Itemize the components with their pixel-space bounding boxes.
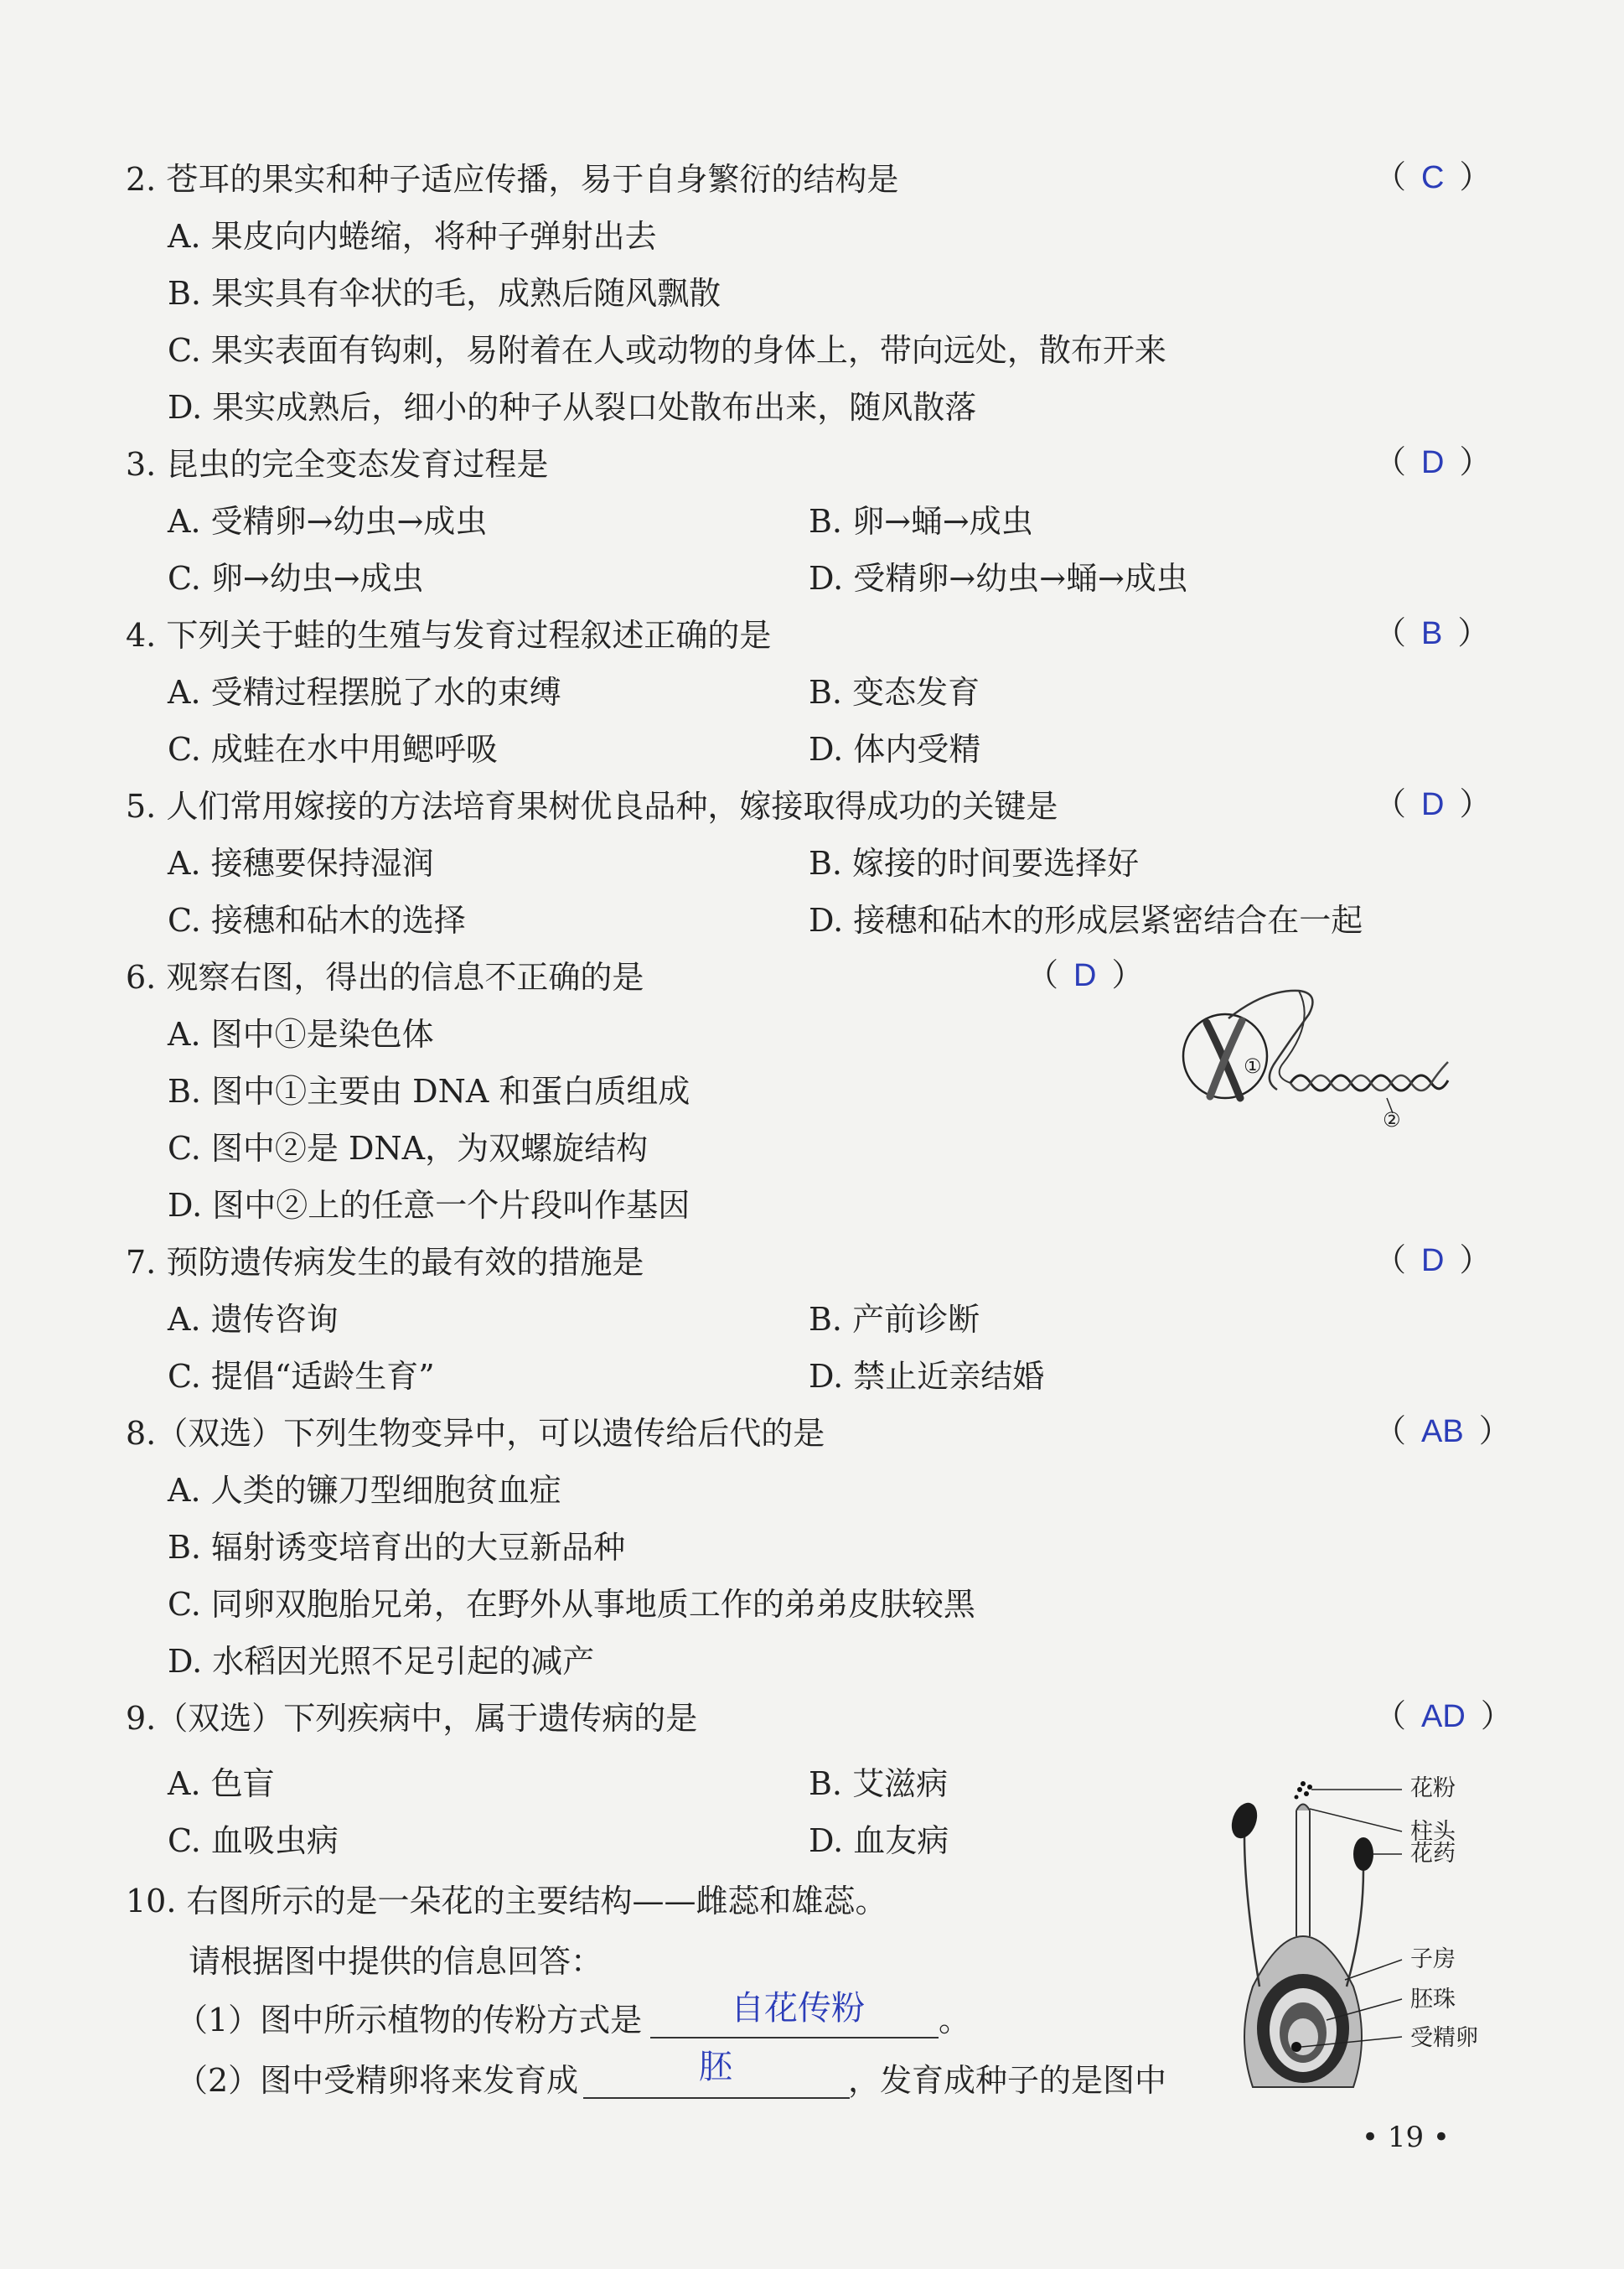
q7-stem: 7. 预防遗传病发生的最有效的措施是 — [126, 1244, 644, 1281]
q5-option-a: A. 接穗要保持湿润 — [168, 845, 434, 882]
page-number: • 19 • — [1362, 2121, 1450, 2154]
figure-label-2: ② — [1383, 1108, 1401, 1132]
q5-option-c: C. 接穗和砧木的选择 — [168, 902, 466, 939]
q9-option-c: C. 血吸虫病 — [168, 1822, 339, 1859]
q9-answer: （ AD ） — [1374, 1699, 1513, 1734]
q3-answer: （ D ） — [1374, 445, 1492, 480]
flower-structure-figure — [1219, 1760, 1496, 2095]
q7-option-a: A. 遗传咨询 — [168, 1301, 339, 1338]
q3-option-b: B. 卵→蛹→成虫 — [809, 503, 1033, 540]
q2-option-a: A. 果皮向内蜷缩，将种子弹射出去 — [168, 218, 657, 255]
flower-label-anther: 花药 — [1410, 1841, 1456, 1867]
q10-sub1-end: 。 — [939, 2002, 971, 2038]
q10-stem: 10. 右图所示的是一朵花的主要结构——雌蕊和雄蕊。 — [126, 1883, 887, 1919]
q8-option-a: A. 人类的镰刀型细胞贫血症 — [168, 1472, 561, 1509]
flower-label-stigma: 柱头 — [1410, 1819, 1456, 1845]
q7-option-d: D. 禁止近亲结婚 — [809, 1358, 1045, 1395]
q3-option-a: A. 受精卵→幼虫→成虫 — [168, 503, 488, 540]
q4-option-d: D. 体内受精 — [809, 731, 981, 768]
q8-option-b: B. 辐射诱变培育出的大豆新品种 — [168, 1529, 626, 1566]
chromosome-dna-figure — [1173, 972, 1492, 1132]
q10-sub2-text: （2）图中受精卵将来发育成 — [176, 2062, 579, 2099]
q2-option-b: B. 果实具有伞状的毛，成熟后随风飘散 — [168, 275, 721, 312]
q6-option-b: B. 图中①主要由 DNA 和蛋白质组成 — [168, 1073, 690, 1110]
q10-sub2-end: ，发育成种子的是图中 — [848, 2062, 1167, 2099]
q7-option-c: C. 提倡“适龄生育” — [168, 1358, 435, 1395]
q10-sub2-answer: 胚 — [699, 2048, 732, 2086]
q7-option-b: B. 产前诊断 — [809, 1301, 980, 1338]
q5-stem: 5. 人们常用嫁接的方法培育果树优良品种，嫁接取得成功的关键是 — [126, 788, 1058, 825]
q10-sub1-blank — [650, 2037, 939, 2038]
q9-stem: 9.（双选）下列疾病中，属于遗传病的是 — [126, 1700, 698, 1737]
q7-answer: （ D ） — [1374, 1243, 1492, 1278]
q6-option-c: C. 图中②是 DNA，为双螺旋结构 — [168, 1130, 649, 1167]
q2-answer: （ C ） — [1374, 160, 1492, 195]
q6-stem: 6. 观察右图，得出的信息不正确的是 — [126, 959, 644, 996]
q9-option-d: D. 血友病 — [809, 1822, 949, 1859]
q10-sub1-answer: 自花传粉 — [731, 1989, 865, 2028]
q10-sub1-text: （1）图中所示植物的传粉方式是 — [176, 2002, 643, 2038]
q4-stem: 4. 下列关于蛙的生殖与发育过程叙述正确的是 — [126, 617, 772, 654]
q2-option-c: C. 果实表面有钩刺，易附着在人或动物的身体上，带向远处，散布开来 — [168, 332, 1166, 369]
flower-label-pollen: 花粉 — [1410, 1775, 1456, 1801]
q3-option-c: C. 卵→幼虫→成虫 — [168, 560, 424, 597]
q10-intro: 请根据图中提供的信息回答： — [189, 1943, 603, 1980]
q8-option-c: C. 同卵双胞胎兄弟，在野外从事地质工作的弟弟皮肤较黑 — [168, 1586, 975, 1623]
q9-option-a: A. 色盲 — [168, 1765, 275, 1802]
q6-option-d: D. 图中②上的任意一个片段叫作基因 — [168, 1187, 690, 1224]
flower-label-ovary: 子房 — [1410, 1946, 1456, 1972]
q4-option-a: A. 受精过程摆脱了水的束缚 — [168, 674, 561, 711]
q2-option-d: D. 果实成熟后，细小的种子从裂口处散布出来，随风散落 — [168, 389, 977, 426]
q6-option-a: A. 图中①是染色体 — [168, 1016, 434, 1053]
q5-option-d: D. 接穗和砧木的形成层紧密结合在一起 — [809, 902, 1363, 939]
flower-label-ovule: 胚珠 — [1410, 1987, 1456, 2013]
q4-option-b: B. 变态发育 — [809, 674, 980, 711]
q3-stem: 3. 昆虫的完全变态发育过程是 — [126, 446, 549, 483]
figure-label-1: ① — [1244, 1054, 1262, 1078]
q8-option-d: D. 水稻因光照不足引起的减产 — [168, 1643, 595, 1680]
q5-answer: （ D ） — [1374, 787, 1492, 822]
q10-sub2-blank — [583, 2097, 850, 2099]
q5-option-b: B. 嫁接的时间要选择好 — [809, 845, 1140, 882]
q2-stem: 2. 苍耳的果实和种子适应传播，易于自身繁衍的结构是 — [126, 161, 899, 198]
q8-answer: （ AB ） — [1374, 1414, 1511, 1449]
q8-stem: 8.（双选）下列生物变异中，可以遗传给后代的是 — [126, 1415, 825, 1452]
q6-answer: （ D ） — [1027, 958, 1144, 993]
q9-option-b: B. 艾滋病 — [809, 1765, 949, 1802]
q4-option-c: C. 成蛙在水中用鳃呼吸 — [168, 731, 498, 768]
q4-answer: （ B ） — [1374, 616, 1490, 651]
q3-option-d: D. 受精卵→幼虫→蛹→成虫 — [809, 560, 1188, 597]
flower-label-fertilized-egg: 受精卵 — [1410, 2025, 1478, 2051]
